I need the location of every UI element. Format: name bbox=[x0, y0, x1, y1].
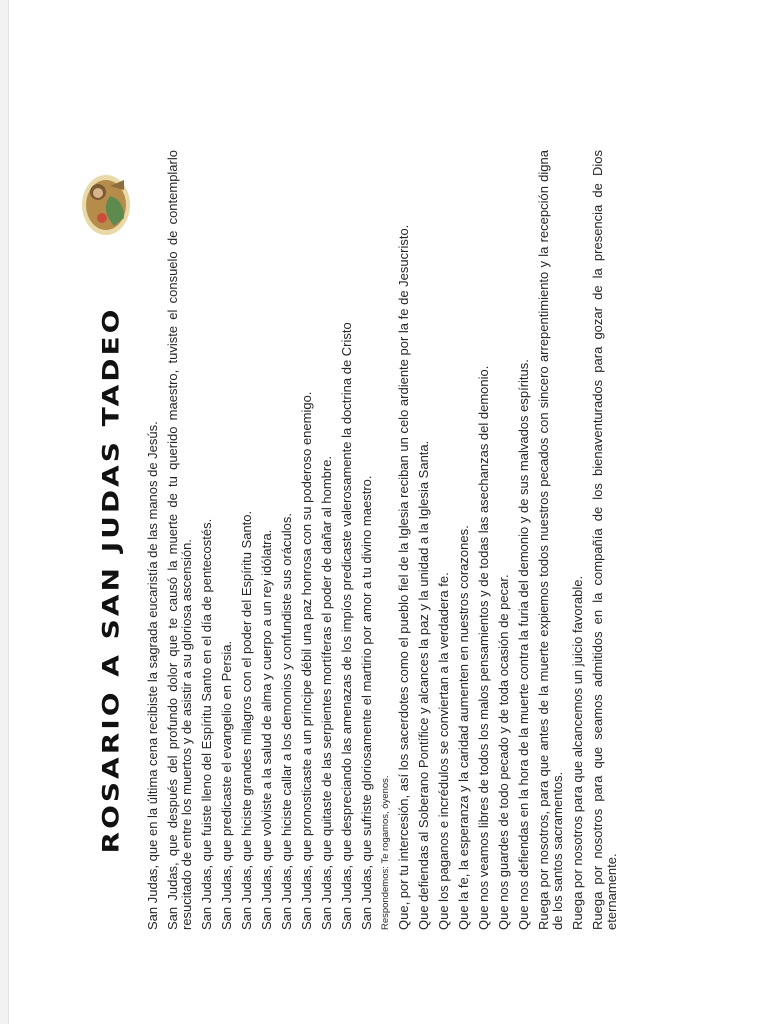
prayer-line: Que los paganos e incrédulos se conviertan a la verdadera fe. bbox=[436, 572, 451, 930]
prayer-line: San Judas, que despreciando las amenazas de los impíos predicaste valerosamente la doctrina de Cristo bbox=[339, 322, 354, 930]
prayer-line: Que nos guardes de todo pecado y de toda ocasión de pecar. bbox=[496, 574, 511, 930]
document-title: ROSARIO A SAN JUDAS TADEO bbox=[98, 306, 124, 854]
prayer-line: San Judas, que sufriste gloriosamente el martirio por amor a tu divino maestro. bbox=[359, 475, 374, 930]
page-edge bbox=[0, 0, 9, 1024]
prayer-line: San Judas, que pronosticaste a un príncipe débil una paz honrosa con su poderoso enemigo. bbox=[299, 391, 314, 930]
prayer-line: Ruega por nosotros para que alcancemos un juicio favorable. bbox=[570, 575, 585, 930]
prayer-line: San Judas, que hiciste grandes milagros con el poder del Espíritu Santo. bbox=[239, 510, 254, 930]
saint-judas-image bbox=[80, 170, 132, 240]
prayer-line: Que la fe, la esperanza y la caridad aumenten en nuestros corazones. bbox=[456, 525, 471, 930]
prayer-line: San Judas, que en la última cena recibiste la sagrada eucaristía de las manos de Jesús. bbox=[145, 421, 160, 930]
prayer-line: Respondemos: Te rogamos, óyenos. bbox=[380, 775, 391, 930]
rotated-document bbox=[80, 150, 720, 930]
prayer-line: San Judas, que después del profundo dolor que te causó la muerte de tu querido maestro, tuviste el consuelo de contemplarlo resucitado de entre los muertos y de asistir a su gloriosa ascensión. bbox=[165, 150, 194, 930]
prayer-line: San Judas, que fuiste lleno del Espíritu Santo en el día de pentecostés. bbox=[199, 518, 214, 930]
prayer-line: Que nos veamos libres de todos los malos pensamientos y de todas las asechanzas del demonio. bbox=[476, 365, 491, 930]
prayer-line: Ruega por nosotros para que seamos admitidos en la compañía de los bienaventurados para gozar de la presencia de Dios eternamente. bbox=[590, 150, 619, 930]
prayer-line: San Judas, que hiciste callar a los demonios y confundiste sus oráculos. bbox=[279, 513, 294, 930]
prayer-line: Que defiendas al Soberano Pontífice y alcances la paz y la unidad a la Iglesia Santa. bbox=[416, 440, 431, 930]
prayer-line: San Judas, que volviste a la salud de alma y cuerpo a un rey idólatra. bbox=[259, 529, 274, 930]
prayer-list bbox=[146, 150, 625, 930]
prayer-line: San Judas, que predicaste el evangelio en Persia. bbox=[219, 640, 234, 930]
prayer-line: Ruega por nosotros, para que antes de la muerte expiemos todos nuestros pecados con sincero arrepentimiento y la recepción digna de los santos sacramentos. bbox=[536, 150, 565, 930]
prayer-line: Que nos defiendas en la hora de la muerte contra la furia del demonio y de sus malvados espíritus. bbox=[516, 359, 531, 930]
prayer-line: Que, por tu intercesión, así los sacerdotes como el pueblo fiel de la Iglesia reciban un celo ardiente por la fe de Jesucristo. bbox=[396, 224, 411, 930]
prayer-line: San Judas, que quitaste de las serpientes mortíferas el poder de dañar al hombre. bbox=[319, 455, 334, 930]
